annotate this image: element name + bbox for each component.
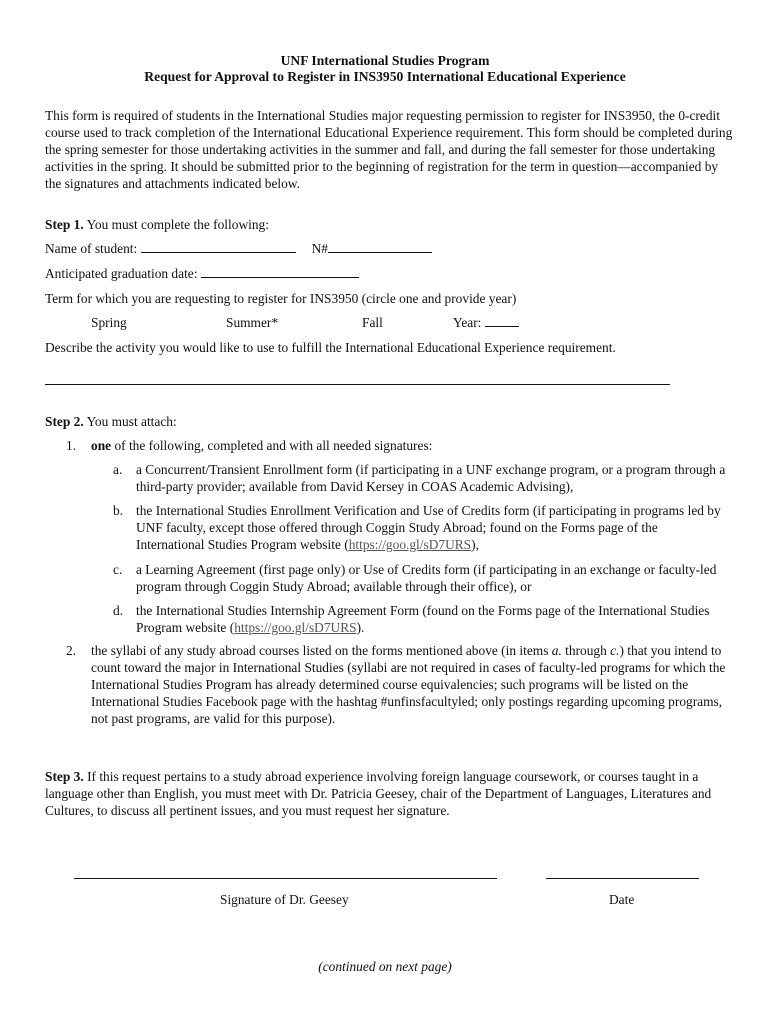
step1-text: You must complete the following:	[86, 217, 269, 232]
step2-heading	[45, 413, 177, 430]
step3-label: Step 3.	[45, 769, 84, 784]
item1-body: of the following, completed and with all needed signatures:	[114, 438, 433, 453]
subitem-d-after: ).	[356, 620, 365, 635]
year-row	[453, 314, 519, 331]
student-name-label: Name of student:	[45, 241, 138, 256]
date-line[interactable]	[546, 878, 699, 879]
item2-body-c: ) that you intend to count toward the major in International Studies (syllabi are not required in cases of faculty-led programs for which the International Studies Program has already determined course equivalencies; such programs will be listed on the International Studies Facebook page with the hashtag #unfinsfacultyled; only postings regarding upcoming programs, not past programs, are valid for this purpose).	[91, 643, 726, 726]
year-label: Year:	[453, 315, 482, 330]
graduation-label: Anticipated graduation date:	[45, 266, 198, 281]
subitem-b-text	[136, 502, 726, 553]
form-subtitle: Request for Approval to Register in INS3950 International Educational Experience	[144, 69, 626, 84]
student-name-field[interactable]	[141, 240, 296, 253]
graduation-date-field[interactable]	[201, 265, 359, 278]
subitem-d-letter: d.	[113, 603, 124, 618]
date-label: Date	[609, 892, 635, 907]
student-name-row	[45, 240, 432, 257]
subitem-b-body: the International Studies Enrollment Verification and Use of Credits form (if participating in programs led by UNF faculty, except those offered through Coggin Study Abroad; found on the Forms page of the International Studies Program website (	[136, 503, 721, 552]
item1-text	[91, 437, 731, 454]
step2-text: You must attach:	[86, 414, 177, 429]
item2-text	[91, 642, 731, 727]
item2-body-a: the syllabi of any study abroad courses listed on the forms mentioned above (in items	[91, 643, 552, 658]
term-option-summer[interactable]: Summer*	[226, 315, 279, 330]
step2-label: Step 2.	[45, 414, 84, 429]
item2-number: 2.	[66, 643, 77, 658]
graduation-row	[45, 265, 359, 282]
step3-text: If this request pertains to a study abroad experience involving foreign language coursework, or courses taught in a language other than English, you must meet with Dr. Patricia Geesey, chair of the Department of Languages, Literatures and Cultures, to discuss all pertinent issues, and you must request her signature.	[45, 769, 712, 818]
signature-label: Signature of Dr. Geesey	[220, 892, 349, 907]
intro-paragraph: This form is required of students in the International Studies major requesting permission to register for INS3950, the 0-credit course used to track completion of the International Educational Experience requirement. This form should be completed during the spring semester for those undertaking activities in the summer and fall, and during the fall semester for those undertaking activities in the spring. It should be submitted prior to the beginning of registration for the term in question—accompanied by the signatures and attachments indicated below.	[45, 108, 733, 191]
term-prompt: Term for which you are requesting to register for INS3950 (circle one and provide year)	[45, 291, 517, 306]
subitem-b-after: ),	[471, 537, 479, 552]
term-option-fall[interactable]: Fall	[362, 315, 383, 330]
step1-heading	[45, 216, 269, 233]
item2-body-b: through	[561, 643, 611, 658]
subitem-d-body: the International Studies Internship Agreement Form (found on the Forms page of the International Studies Program website (	[136, 603, 710, 635]
item1-bold: one	[91, 438, 112, 453]
subitem-d-text	[136, 602, 726, 636]
item2-ref-a: a.	[551, 643, 562, 658]
subitem-b-letter: b.	[113, 503, 124, 518]
step3-paragraph	[45, 768, 735, 819]
subitem-d-link[interactable]: https://goo.gl/sD7URS	[234, 620, 357, 635]
subitem-b-link[interactable]: https://goo.gl/sD7URS	[348, 537, 472, 552]
activity-description-field[interactable]	[45, 384, 670, 385]
signature-line[interactable]	[74, 878, 497, 879]
subitem-c-text: a Learning Agreement (first page only) or Use of Credits form (if participating in an exchange or faculty-led program through Coggin Study Abroad; available through their office), or	[136, 562, 717, 594]
n-number-label: N#	[311, 241, 328, 256]
year-field[interactable]	[485, 314, 519, 327]
subitem-a-letter: a.	[113, 462, 123, 477]
form-title: UNF International Studies Program	[280, 53, 490, 68]
item1-number: 1.	[66, 438, 77, 453]
continued-note: (continued on next page)	[318, 959, 452, 974]
step1-label: Step 1.	[45, 217, 84, 232]
term-option-spring[interactable]: Spring	[91, 315, 127, 330]
n-number-field[interactable]	[328, 240, 432, 253]
subitem-a-text: a Concurrent/Transient Enrollment form (if participating in a UNF exchange program, or a program through a third-party provider; available from David Kersey in COAS Academic Advising),	[136, 462, 726, 494]
item2-ref-c: c.	[610, 643, 620, 658]
activity-prompt: Describe the activity you would like to use to fulfill the International Educational Experience requirement.	[45, 340, 616, 355]
subitem-c-letter: c.	[113, 562, 123, 577]
